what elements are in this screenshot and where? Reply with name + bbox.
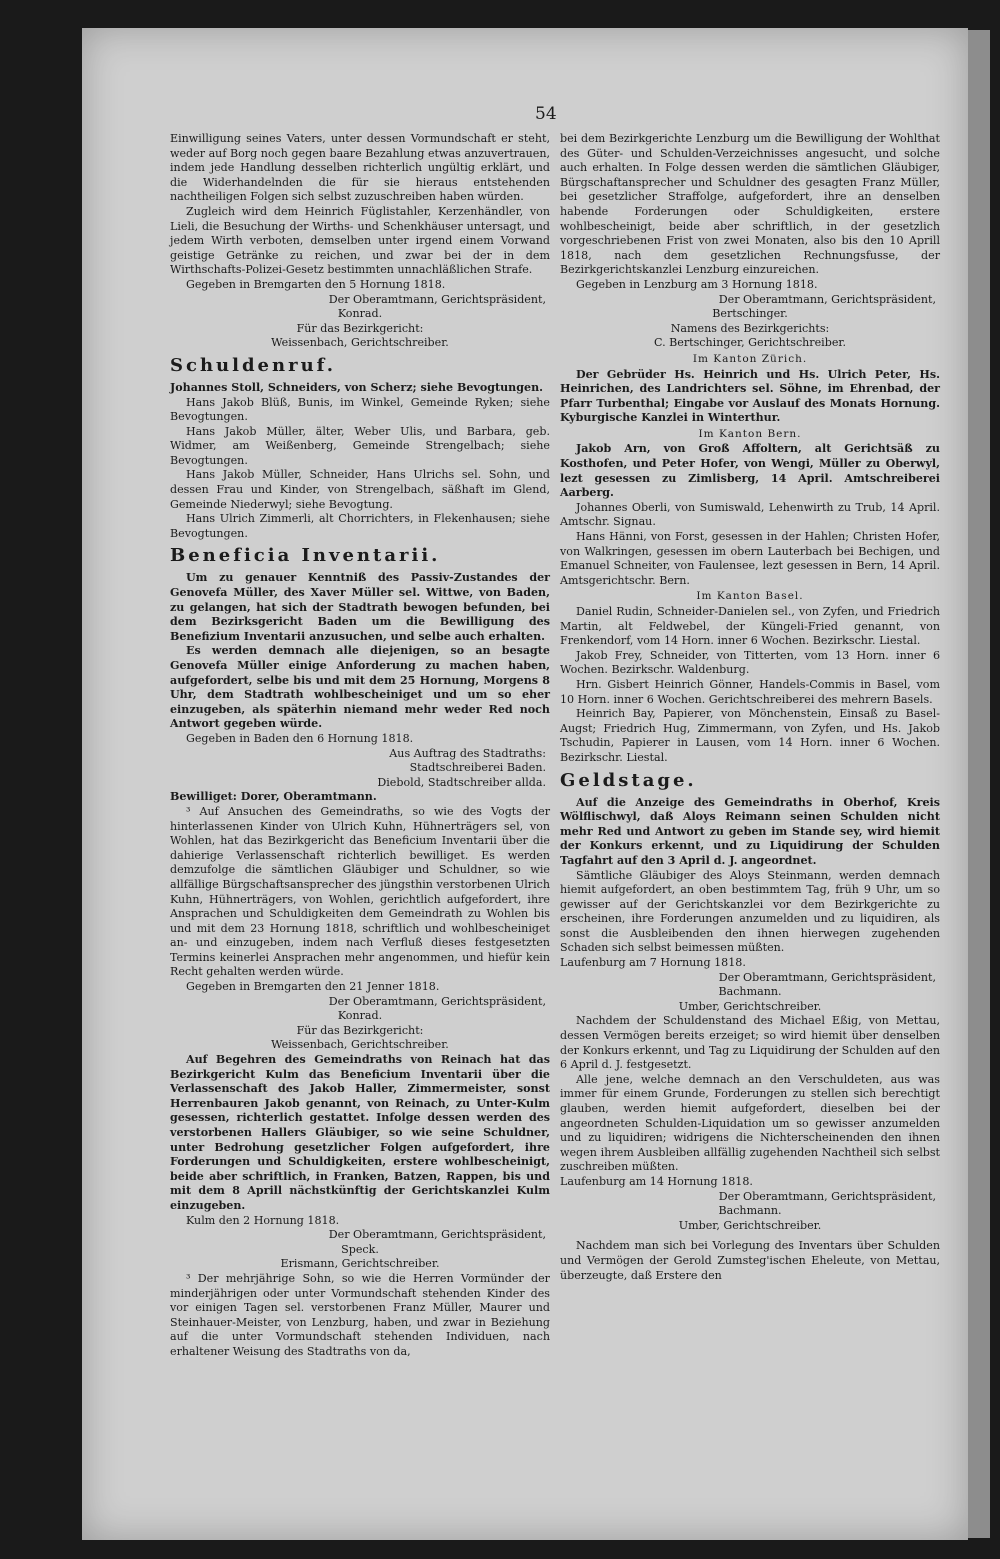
paragraph: Bachmann. xyxy=(718,985,782,999)
paragraph: Namens des Bezirkgerichts: xyxy=(670,321,830,335)
section-heading: Schuldenruf. xyxy=(170,354,337,376)
paragraph: Alle jene, welche demnach an den Verschuldeten, aus was immer für einem Grunde, Forderungen zu stellen sich berechtigt glauben, werden hiemit aufgefordert, dieselben bei der angeordneten Schulden-Liquidation um so gewisser anzumelden und zu liquidiren; widrigens die Nichterscheinenden den ihnen wegen ihrem Ausbleiben allfällig zugehenden Nachtheil sich selbst zuschreiben müßten. xyxy=(560,1072,940,1174)
subheading: Im Kanton Bern. xyxy=(698,427,802,440)
paragraph: Gegeben in Bremgarten den 5 Hornung 1818. xyxy=(186,277,446,291)
paragraph: Der Oberamtmann, Gerichtspräsident, xyxy=(328,292,546,306)
paragraph: Um zu genauer Kenntniß des Passiv-Zustandes der Genovefa Müller, des Xaver Müller sel. Wittwe, von Baden, zu gelangen, hat sich der Stadtrath bewogen befunden, bei dem Bezirksgericht Baden um die Bewilligung des Benefizium Inventarii anzusuchen, und selbe auch erhalten. xyxy=(170,571,550,643)
paragraph: Auf Begehren des Gemeindraths von Reinach hat das Bezirkgericht Kulm das Beneficium Inventarii über die Verlassenschaft des Jakob Haller, Zimmermeister, sonst Herrenbauren Jakob genannt, von Reinach, zu Unter-Kulm gesessen, richterlich gestattet. Infolge dessen werden des verstorbenen Hallers Gläubiger, so wie seine Schuldner, unter Bedrohung gesetzlicher Folgen aufgefordert, ihre Forderungen und Schuldigkeiten, erstere wohlbescheinigt, beide aber schriftlich, in Franken, Batzen, Rappen, bis und mit dem 8 Aprill nächstkünftig der Gerichtskanzlei Kulm einzugeben. xyxy=(170,1053,550,1212)
paragraph: Nachdem der Schuldenstand des Michael Eßig, von Mettau, dessen Vermögen bereits erzeiget; so wird hiemit über denselben der Konkurs erkennt, und Tag zu Liquidirung der Schulden auf den 6 April d. J. festgesetzt. xyxy=(560,1014,940,1072)
paragraph: Weissenbach, Gerichtschreiber. xyxy=(271,336,449,350)
paragraph: Hans Jakob Blüß, Bunis, im Winkel, Gemeinde Ryken; siehe Bevogtungen. xyxy=(170,395,550,424)
paragraph: Bachmann. xyxy=(718,1204,782,1218)
paragraph: Der Oberamtmann, Gerichtspräsident, xyxy=(328,1228,546,1242)
paragraph: Hans Jakob Müller, Schneider, Hans Ulrichs sel. Sohn, und dessen Frau und Kinder, von Strengelbach, säßhaft im Glend, Gemeinde Niederwyl; siehe Bevogtung. xyxy=(170,468,550,511)
paragraph: Diebold, Stadtschreiber allda. xyxy=(377,775,546,789)
paragraph: ³ Der mehrjährige Sohn, so wie die Herren Vormünder der minderjährigen oder unter Vormundschaft stehenden Kinder des vor einigen Tagen sel. verstorbenen Franz Müller, Maurer und Steinhauer-Meister, von Lenzburg, haben, und zwar in Beziehung auf die unter Vormundschaft stehenden Individuen, nach erhaltener Weisung des Stadtraths von da, xyxy=(170,1271,550,1358)
paragraph: Hans Jakob Müller, älter, Weber Ulis, und Barbara, geb. Widmer, am Weißenberg, Gemeinde Strengelbach; siehe Bevogtungen. xyxy=(170,424,550,467)
paragraph: Konrad. xyxy=(337,1009,383,1023)
paragraph: Der Oberamtmann, Gerichtspräsident, xyxy=(328,994,546,1008)
paragraph: Johannes Oberli, von Sumiswald, Lehenwirth zu Trub, 14 April. Amtschr. Signau. xyxy=(560,500,940,529)
paragraph: Der Gebrüder Hs. Heinrich und Hs. Ulrich Peter, Hs. Heinrichen, des Landrichters sel. Söhne, im Ehrenbad, der Pfarr Turbenthal; Eingabe vor Auslauf des Monats Hornung. Kyburgische Kanzlei in Winterthur. xyxy=(560,367,940,425)
paragraph: Es werden demnach alle diejenigen, so an besagte Genovefa Müller einige Anforderung zu machen haben, aufgefordert, selbe bis und mit dem 25 Hornung, Morgens 8 Uhr, dem Stadtrath wohlbescheiniget und um so eher einzugeben, als späterhin niemand mehr weder Red noch Antwort gegeben würde. xyxy=(170,644,550,731)
paragraph: Gegeben in Baden den 6 Hornung 1818. xyxy=(186,731,414,745)
paragraph: Laufenburg am 14 Hornung 1818. xyxy=(560,1174,753,1188)
paragraph: Sämtliche Gläubiger des Aloys Steinmann, werden demnach hiemit aufgefordert, an oben bestimmtem Tag, früh 9 Uhr, um so gewisser auf der Gerichtskanzlei vor dem Bezirkgerichte zu erscheinen, ihre Forderungen anzumelden und zu liquidiren, als sonst die Ausbleibenden den ihnen hierwegen zugehenden Schaden sich selbst beimessen müßten. xyxy=(560,868,940,955)
paragraph: Bertschinger. xyxy=(712,307,788,321)
paragraph: Bewilliget: Dorer, Oberamtmann. xyxy=(170,790,377,804)
paragraph: Weissenbach, Gerichtschreiber. xyxy=(271,1038,449,1052)
paragraph: Gegeben in Lenzburg am 3 Hornung 1818. xyxy=(576,277,818,291)
paragraph: Umber, Gerichtschreiber. xyxy=(678,999,822,1013)
paragraph: C. Bertschinger, Gerichtschreiber. xyxy=(653,336,846,350)
paragraph: Kulm den 2 Hornung 1818. xyxy=(186,1213,340,1227)
paragraph: Einwilligung seines Vaters, unter dessen Vormundschaft er steht, weder auf Borg noch gegen baare Bezahlung etwas anzuvertrauen, indem jede Handlung desselben richterlich ungültig erklärt, und die Widerhandelnden die für sie hieraus entstehenden nachtheiligen Folgen sich selbst zuzuschreiben haben würden. xyxy=(170,132,550,204)
paragraph: Laufenburg am 7 Hornung 1818. xyxy=(560,956,746,970)
paragraph: Gegeben in Bremgarten den 21 Jenner 1818. xyxy=(186,980,440,994)
section-heading: Beneficia Inventarii. xyxy=(170,545,441,567)
subheading: Im Kanton Zürich. xyxy=(692,352,808,365)
paragraph: Auf die Anzeige des Gemeindraths in Oberhof, Kreis Wölflischwyl, daß Aloys Reimann seinen Schulden nicht mehr Red und Antwort zu geben im Stande sey, wird hiemit der Konkurs erkennt, und zu Liquidirung der Schulden Tagfahrt auf den 3 April d. J. angeordnet. xyxy=(560,795,940,867)
paragraph: Nachdem man sich bei Vorlegung des Inventars über Schulden und Vermögen der Gerold Zumsteg'ischen Eheleute, von Mettau, überzeugte, daß Erstere den xyxy=(560,1239,940,1282)
paragraph: bei dem Bezirkgerichte Lenzburg um die Bewilligung der Wohlthat des Güter- und Schulden-Verzeichnisses angesucht, und solche auch erhalten. In Folge dessen werden die sämtlichen Gläubiger, Bürgschaftansprecher und Schuldner des gesagten Franz Müller, bei gesetzlicher Straffolge, aufgefordert, ihre an denselben habende Forderungen oder Schuldigkeiten, erstere wohlbescheinigt, beide aber schriftlich, in der gesetzlich vorgeschriebenen Frist von zwei Monaten, also bis den 10 Aprill 1818, nach dem gesetzlichen Rechnungsfusse, der Bezirkgerichtskanzlei Lenzburg einzureichen. xyxy=(560,132,940,277)
paragraph: Aus Auftrag des Stadtraths: xyxy=(389,746,546,760)
paragraph: Johannes Stoll, Schneiders, von Scherz; siehe Bevogtungen. xyxy=(170,380,543,394)
paragraph: ³ Auf Ansuchen des Gemeindraths, so wie des Vogts der hinterlassenen Kinder von Ulrich Kuhn, Hühnerträgers sel, von Wohlen, hat das Bezirkgericht das Beneficium Inventarii über die dahierige Verlassenschaft richterlich bewilliget. Es werden demzufolge die sämtlichen Gläubiger und Schuldner, so wie allfällige Bürgschaftsansprecher des jüngsthin verstorbenen Ulrich Kuhn, Hühnerträgers, von Wohlen, gerichtlich aufgefordert, ihre Ansprachen und Schuldigkeiten dem Gemeindrath zu Wohlen bis und mit dem 23 Hornung 1818, schriftlich und wohlbescheiniget an- und einzugeben, indem nach Verfluß dieses festgesetzten Termins keinerlei Ansprachen mehr angenommen, und hiefür kein Recht gehalten werden würde. xyxy=(170,804,550,979)
paragraph: Zugleich wird dem Heinrich Füglistahler, Kerzenhändler, von Lieli, die Besuchung der Wirths- und Schenkhäuser untersagt, und jedem Wirth verboten, demselben unter irgend einem Vorwand geistige Getränke zu reichen, und zwar bei der in dem Wirthschafts-Polizei-Gesetz bestimmten unnachläßlichen Strafe. xyxy=(170,204,550,277)
page-number: 54 xyxy=(535,104,557,124)
paragraph: Umber, Gerichtschreiber. xyxy=(678,1218,822,1232)
right-column xyxy=(560,132,940,1283)
paragraph: Für das Bezirkgericht: xyxy=(296,321,424,335)
left-column xyxy=(170,132,550,1360)
paragraph: Konrad. xyxy=(337,307,383,321)
paragraph: Erismann, Gerichtschreiber. xyxy=(280,1257,440,1271)
paragraph: Daniel Rudin, Schneider-Danielen sel., von Zyfen, und Friedrich Martin, alt Feldwebel, der Küngeli-Fried genannt, von Frenkendorf, vom 14 Horn. inner 6 Wochen. Bezirkschr. Liestal. xyxy=(560,605,940,648)
paragraph: Der Oberamtmann, Gerichtspräsident, xyxy=(718,1189,936,1203)
paragraph: Speck. xyxy=(341,1242,379,1256)
paragraph: Hans Hänni, von Forst, gesessen in der Hahlen; Christen Hofer, von Walkringen, gesessen im obern Lauterbach bei Bechigen, und Emanuel Schneiter, von Faulensee, lezt gesessen in Bern, 14 April. Amtsgerichtschr. Bern. xyxy=(560,530,940,587)
paragraph: Für das Bezirkgericht: xyxy=(296,1023,424,1037)
paragraph: Jakob Frey, Schneider, von Titterten, vom 13 Horn. inner 6 Wochen. Bezirkschr. Waldenburg. xyxy=(560,648,940,677)
paragraph: Der Oberamtmann, Gerichtspräsident, xyxy=(718,292,936,306)
paragraph: Hans Ulrich Zimmerli, alt Chorrichters, in Flekenhausen; siehe Bevogtungen. xyxy=(170,512,550,540)
section-heading: Geldstage. xyxy=(560,769,697,791)
paragraph: Hrn. Gisbert Heinrich Gönner, Handels-Commis in Basel, vom 10 Horn. inner 6 Wochen. Gerichtschreiberei des mehrern Basels. xyxy=(560,677,940,706)
page-edge xyxy=(968,30,990,1538)
paragraph: Jakob Arn, von Groß Affoltern, alt Gerichtsäß zu Kosthofen, und Peter Hofer, von Wengi, Müller zu Oberwyl, lezt gesessen zu Zimlisberg, 14 April. Amtschreiberei Aarberg. xyxy=(560,442,940,500)
paragraph: Der Oberamtmann, Gerichtspräsident, xyxy=(718,970,936,984)
paragraph: Stadtschreiberei Baden. xyxy=(409,761,546,775)
paragraph: Heinrich Bay, Papierer, von Mönchenstein, Einsaß zu Basel-Augst; Friedrich Hug, Zimmermann, von Zyfen, und Hs. Jakob Tschudin, Papierer in Lausen, vom 14 Horn. inner 6 Wochen. Bezirkschr. Liestal. xyxy=(560,707,940,764)
subheading: Im Kanton Basel. xyxy=(696,590,804,603)
